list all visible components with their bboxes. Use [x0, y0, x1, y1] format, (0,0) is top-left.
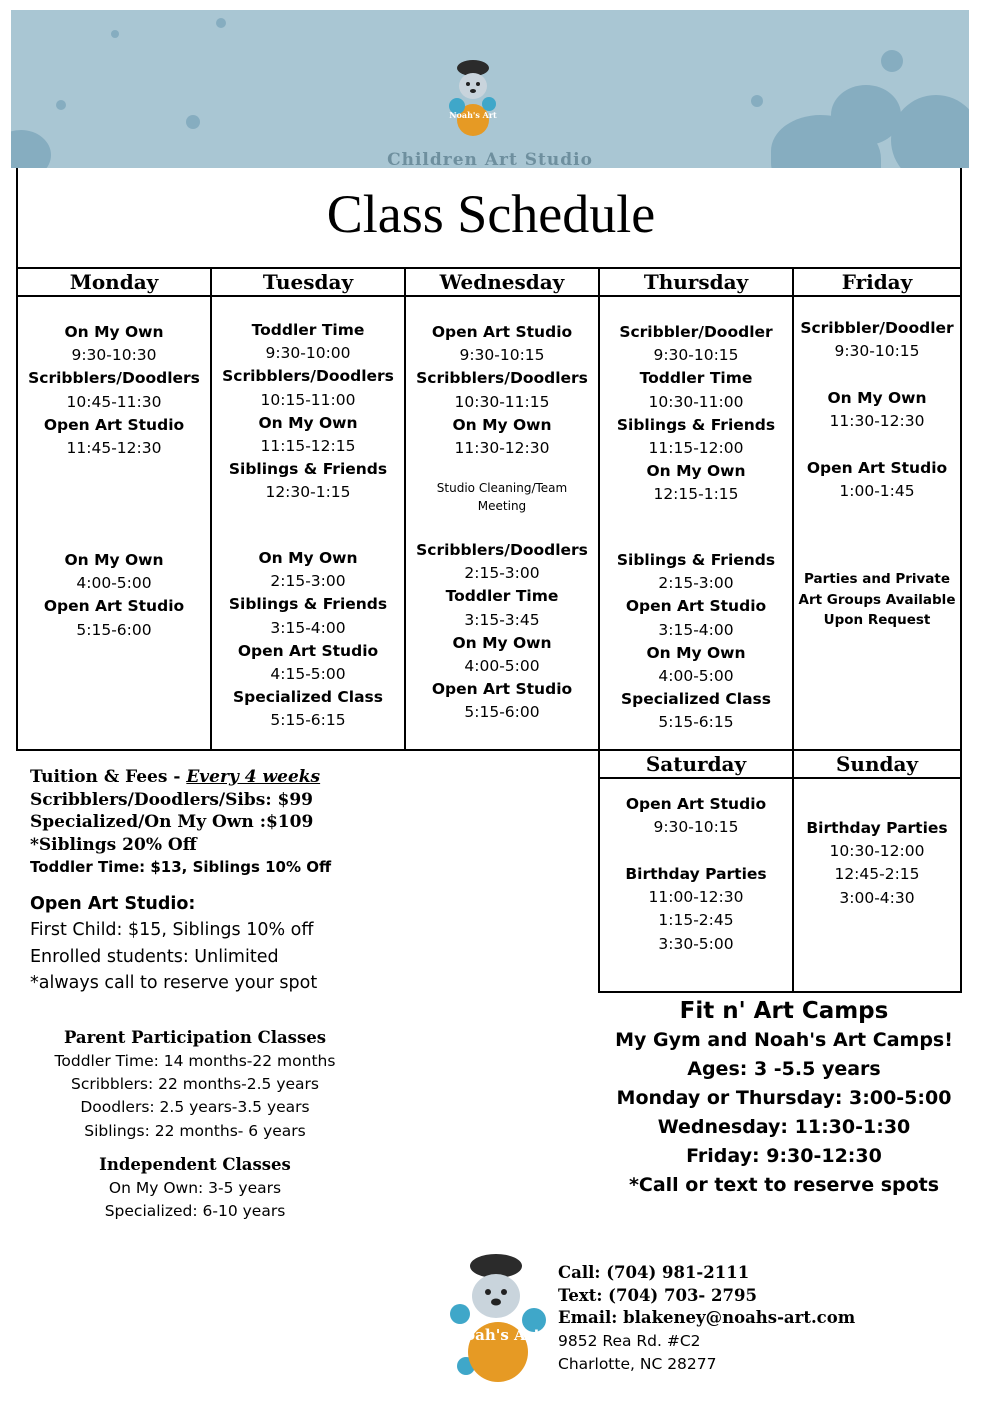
open-studio-line: Enrolled students: Unlimited	[30, 946, 279, 967]
class-time: 2:15-3:00	[658, 574, 734, 593]
class-time: 3:15-3:45	[464, 610, 540, 629]
class-time: 3:00-4:30	[839, 888, 915, 907]
noahs-art-logo	[443, 54, 503, 138]
camps-line: *Call or text to reserve spots	[628, 1174, 940, 1196]
parent-classes-heading: Parent Participation Classes	[63, 1028, 327, 1047]
class-name: Specialized Class	[621, 690, 771, 709]
monday-column	[17, 296, 211, 750]
tuesday-column	[211, 296, 405, 750]
class-time: 5:15-6:00	[76, 620, 152, 639]
class-time: 5:15-6:00	[464, 703, 540, 722]
class-time: 11:45-12:30	[66, 439, 162, 458]
day-header-thursday: Thursday	[599, 268, 793, 296]
contact-section	[558, 1262, 855, 1376]
class-name: Toddler Time	[445, 587, 559, 606]
class-time: 4:00-5:00	[658, 667, 734, 686]
class-time: 11:30-12:30	[829, 412, 925, 431]
class-time: 1:00-1:45	[839, 482, 915, 501]
day-header-sunday: Sunday	[793, 750, 961, 778]
camps-heading: Fit n' Art Camps	[679, 998, 889, 1024]
class-name: Siblings & Friends	[616, 415, 776, 434]
schedule-block	[18, 549, 210, 642]
class-time: 4:00-5:00	[464, 657, 540, 676]
schedule-block	[600, 793, 792, 839]
class-name: Siblings & Friends	[228, 460, 388, 479]
class-name: On My Own	[64, 551, 164, 569]
schedule-block	[794, 817, 960, 910]
class-name: Scribbler/Doodler	[800, 319, 954, 337]
class-time: 4:15-5:00	[270, 665, 346, 684]
phone-text[interactable]: Text: (704) 703- 2795	[558, 1285, 757, 1305]
class-name: Open Art Studio	[625, 795, 767, 813]
independent-class-line: On My Own: 3-5 years	[108, 1178, 282, 1197]
class-name: On My Own	[827, 389, 927, 407]
class-time: 11:15-12:00	[648, 439, 744, 458]
class-name: Toddler Time	[251, 321, 365, 339]
class-name: Open Art Studio	[806, 459, 948, 477]
class-time: 3:15-4:00	[658, 620, 734, 639]
tuition-toddler: Toddler Time: $13, Siblings 10% Off	[30, 858, 332, 876]
camps-line: Ages: 3 -5.5 years	[687, 1058, 881, 1080]
parent-class-line: Siblings: 22 months- 6 years	[84, 1121, 306, 1140]
class-name: Open Art Studio	[431, 323, 573, 341]
camps-line: My Gym and Noah's Art Camps!	[615, 1029, 953, 1051]
class-time: 11:00-12:30	[648, 888, 744, 907]
class-name: Open Art Studio	[431, 680, 573, 699]
email-link[interactable]: Email: blakeney@noahs-art.com	[558, 1308, 856, 1328]
tuition-line: Scribblers/Doodlers/Sibs: $99	[30, 789, 314, 810]
class-name: Siblings & Friends	[616, 551, 776, 569]
independent-class-line: Specialized: 6-10 years	[104, 1202, 286, 1221]
page-title: Class Schedule	[326, 184, 656, 244]
day-header-saturday: Saturday	[599, 750, 793, 778]
class-time: 9:30-10:15	[459, 346, 545, 365]
day-header-wednesday: Wednesday	[405, 268, 599, 296]
class-time: 12:15-1:15	[653, 485, 739, 504]
class-name: On My Own	[646, 643, 746, 662]
schedule-block	[600, 863, 792, 956]
class-name: On My Own	[258, 549, 358, 567]
schedule-block	[18, 321, 210, 460]
class-time: 9:30-10:15	[834, 342, 920, 361]
age-groups-section	[20, 1026, 370, 1223]
class-time: 4:00-5:00	[76, 574, 152, 593]
class-time: 9:30-10:00	[265, 344, 351, 363]
class-name: On My Own	[646, 462, 746, 481]
class-name: Open Art Studio	[625, 597, 767, 616]
friday-column	[793, 296, 961, 750]
class-name: Scribblers/Doodlers	[28, 369, 200, 388]
class-name: Scribblers/Doodlers	[416, 541, 588, 559]
camps-line: Monday or Thursday: 3:00-5:00	[616, 1087, 952, 1109]
wednesday-column	[405, 296, 599, 750]
class-name: Open Art Studio	[43, 597, 185, 616]
open-studio-heading: Open Art Studio:	[30, 894, 196, 914]
schedule-block	[794, 387, 960, 433]
schedule-block	[406, 321, 598, 460]
saturday-column	[599, 778, 793, 992]
class-time: 10:30-11:00	[648, 392, 744, 411]
schedule-note: Studio Cleaning/Team Meeting	[436, 481, 568, 513]
tuition-line: Specialized/On My Own :$109	[30, 812, 314, 832]
class-name: Scribbler/Doodler	[619, 323, 773, 341]
class-name: Open Art Studio	[43, 415, 185, 434]
address-line: 9852 Rea Rd. #C2	[558, 1332, 701, 1351]
class-name: Toddler Time	[639, 369, 753, 388]
camps-line: Friday: 9:30-12:30	[686, 1145, 882, 1167]
parent-class-line: Scribblers: 22 months-2.5 years	[70, 1075, 319, 1094]
class-name: On My Own	[452, 633, 552, 652]
schedule-block	[794, 317, 960, 363]
weekday-schedule-table	[16, 267, 962, 751]
class-name: Open Art Studio	[237, 641, 379, 660]
noahs-art-footer-logo	[446, 1248, 550, 1388]
phone-call[interactable]: Call: (704) 981-2111	[558, 1263, 750, 1282]
class-time: 3:30-5:00	[658, 934, 734, 953]
class-time: 10:30-11:15	[454, 392, 550, 411]
tuition-heading: Tuition & Fees - Every 4 weeks	[30, 767, 321, 787]
independent-classes-heading: Independent Classes	[99, 1154, 291, 1174]
camps-line: Wednesday: 11:30-1:30	[657, 1116, 911, 1138]
class-time: 2:15-3:00	[270, 572, 346, 591]
svg-text:Noah's Art: Noah's Art	[451, 1326, 541, 1344]
class-name: On My Own	[64, 323, 164, 341]
schedule-block	[794, 457, 960, 503]
camps-section	[598, 996, 970, 1200]
address-line: Charlotte, NC 28277	[558, 1355, 717, 1374]
class-time: 12:45-2:15	[834, 865, 920, 884]
class-time: 9:30-10:30	[71, 346, 157, 365]
banner-subtitle: Children Art Studio	[387, 150, 593, 168]
schedule-block	[406, 539, 598, 725]
tuition-section	[30, 766, 570, 997]
thursday-column	[599, 296, 793, 750]
class-name: Specialized Class	[233, 688, 383, 707]
day-header-tuesday: Tuesday	[211, 268, 405, 296]
open-studio-line: *always call to reserve your spot	[30, 973, 318, 993]
parent-class-line: Toddler Time: 14 months-22 months	[54, 1052, 336, 1070]
class-time: 10:15-11:00	[260, 390, 356, 409]
class-name: Birthday Parties	[806, 819, 948, 837]
schedule-block	[794, 569, 960, 631]
day-header-monday: Monday	[17, 268, 211, 296]
schedule-block	[212, 547, 404, 733]
class-time: 10:30-12:00	[829, 842, 925, 861]
class-time: 10:45-11:30	[66, 392, 162, 411]
sunday-column	[793, 778, 961, 992]
class-name: Birthday Parties	[625, 865, 767, 883]
tuition-line: *Siblings 20% Off	[30, 834, 197, 855]
schedule-block	[600, 321, 792, 507]
class-name: On My Own	[258, 413, 358, 432]
class-name: Siblings & Friends	[228, 595, 388, 614]
schedule-block	[212, 319, 404, 505]
svg-text:Noah's Art: Noah's Art	[449, 110, 497, 120]
parent-class-line: Doodlers: 2.5 years-3.5 years	[80, 1098, 310, 1117]
schedule-block	[600, 549, 792, 735]
header-banner	[11, 10, 969, 168]
class-time: 12:30-1:15	[265, 483, 351, 502]
class-time: 11:15-12:15	[260, 437, 356, 456]
class-time: 2:15-3:00	[464, 564, 540, 583]
class-name: Scribblers/Doodlers	[222, 367, 394, 386]
schedule-note: Parties and Private Art Groups Available Upon Request	[798, 571, 956, 628]
class-name: On My Own	[452, 415, 552, 434]
day-header-friday: Friday	[793, 268, 961, 296]
weekend-schedule-table	[598, 749, 962, 993]
class-time: 5:15-6:15	[658, 713, 734, 732]
class-time: 5:15-6:15	[270, 711, 346, 730]
class-time: 11:30-12:30	[454, 439, 550, 458]
class-time: 3:15-4:00	[270, 618, 346, 637]
class-time: 9:30-10:15	[653, 346, 739, 365]
open-studio-line: First Child: $15, Siblings 10% off	[30, 920, 314, 940]
schedule-block	[406, 479, 598, 515]
class-time: 9:30-10:15	[653, 818, 739, 837]
class-time: 1:15-2:45	[658, 911, 734, 930]
class-name: Scribblers/Doodlers	[416, 369, 588, 388]
